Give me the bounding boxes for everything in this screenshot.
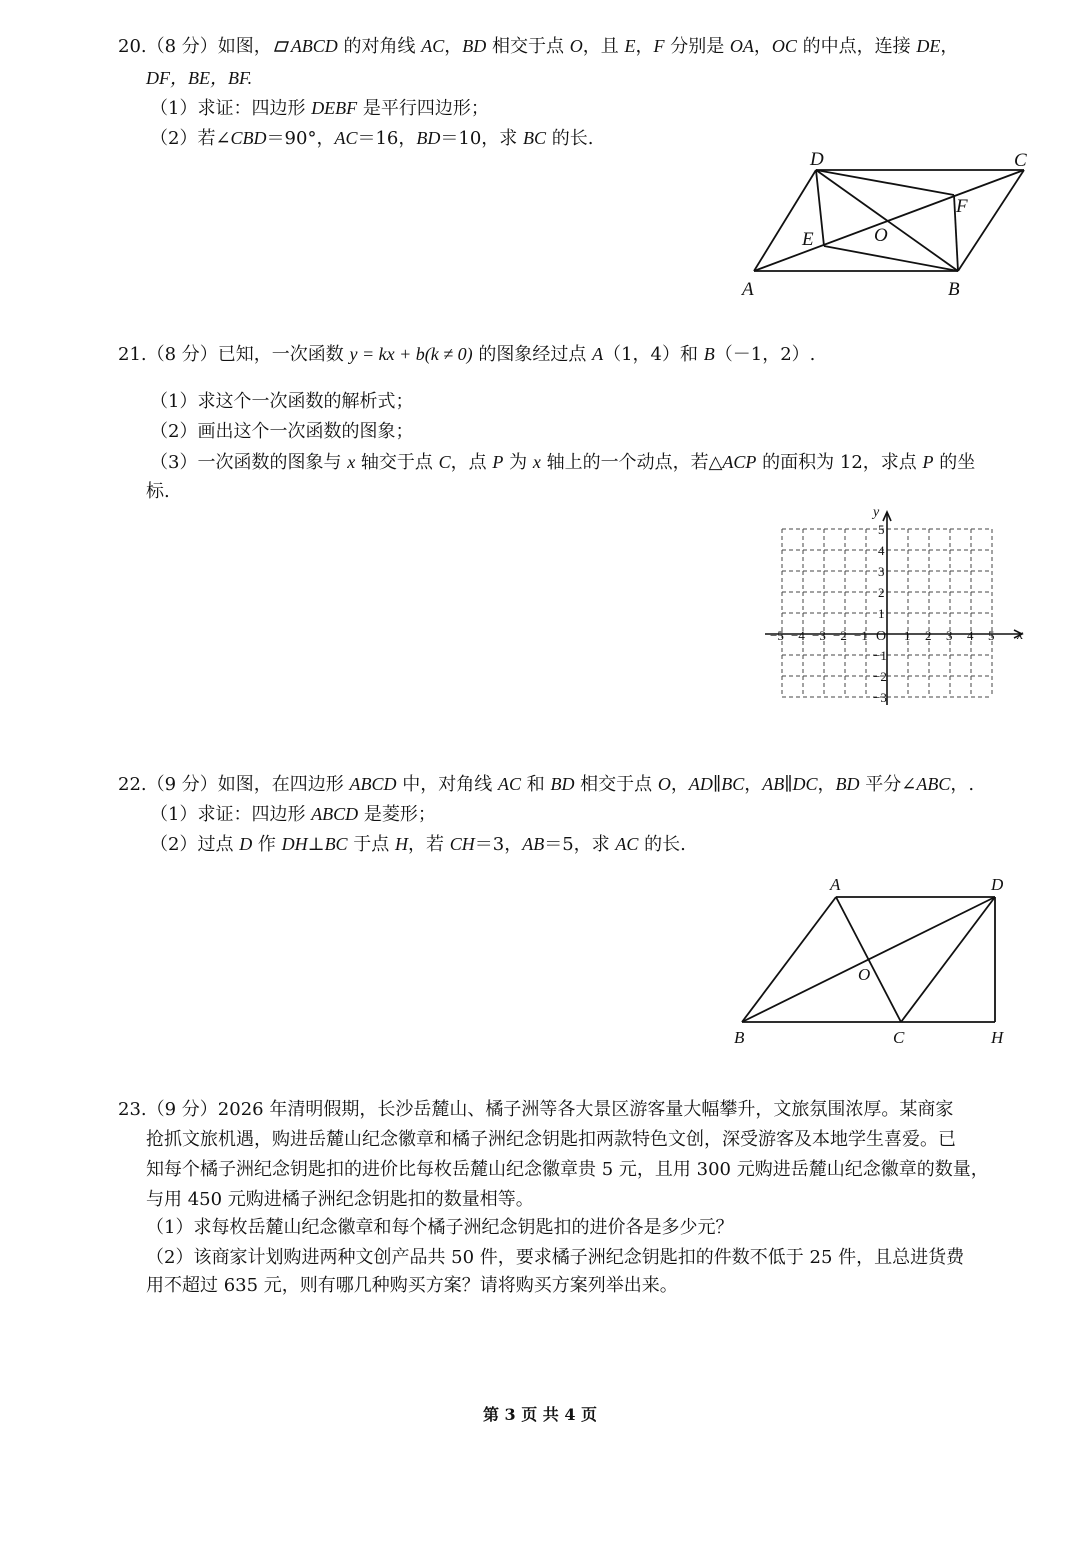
origin-label: O <box>876 629 887 644</box>
side-ab <box>742 897 836 1022</box>
page-footer: 第 3 页 共 4 页 <box>482 1405 598 1424</box>
q23-part2-line1: （2）该商家计划购进两种文创产品共 50 件，要求橘子洲纪念钥匙扣的件数不低于 25 件，且总进货费 <box>146 1247 965 1268</box>
q23-part1: （1）求每枚岳麓山纪念徽章和每个橘子洲纪念钥匙扣的进价各是多少元？ <box>146 1217 734 1238</box>
label-a: A <box>742 279 754 300</box>
label-h: H <box>991 1028 1004 1047</box>
q23-part2-line2: 用不超过 635 元，则有哪几种购买方案？请将购买方案列举出来。 <box>146 1275 678 1296</box>
label-o: O <box>858 965 871 984</box>
x-tick-label: −1 <box>854 628 868 643</box>
x-tick-label: −2 <box>833 628 847 643</box>
label-a: A <box>830 875 841 894</box>
side-bc <box>958 170 1024 271</box>
diagonal-bd <box>816 170 958 271</box>
q21-stem: 21.（8 分）已知，一次函数 y = kx + b(k ≠ 0) 的图象经过点 A（1，4）和 B（－1，2）. <box>118 344 816 365</box>
y-tick-label: −3 <box>873 690 887 705</box>
label-b: B <box>948 279 960 300</box>
y-tick-label: 2 <box>878 585 885 600</box>
label-d: D <box>810 149 824 170</box>
y-tick-label: 5 <box>878 522 885 537</box>
diagonal-bd <box>742 897 995 1022</box>
q20-part1: （1）求证：四边形 DEBF 是平行四边形； <box>150 98 489 119</box>
q21-part3-line2: 标. <box>146 481 170 502</box>
q20-stem-line1: 20.（8 分）如图， ABCD 的对角线 AC，BD 相交于点 O，且 E，F 分别是 OA，OC 的中点，连接 DE， <box>118 36 959 57</box>
q23-line2: 抢抓文旅机遇，购进岳麓山纪念徽章和橘子洲纪念钥匙扣两款特色文创，深受游客及本地学生喜爱。已 <box>146 1129 956 1150</box>
axis-label-x: x <box>1017 628 1024 643</box>
q22-stem: 22.（9 分）如图，在四边形 ABCD 中，对角线 AC 和 BD 相交于点 O，AD∥BC，AB∥DC，BD 平分∠ABC，. <box>118 774 975 795</box>
segment-df <box>816 170 954 195</box>
segment-de <box>816 170 824 246</box>
x-tick-label: −5 <box>770 628 784 643</box>
y-tick-label: −2 <box>873 669 887 684</box>
q23-line4: 与用 450 元购进橘子洲纪念钥匙扣的数量相等。 <box>146 1189 534 1210</box>
y-tick-label: 3 <box>878 564 885 579</box>
x-tick-label: 3 <box>946 628 953 643</box>
q22-part1: （1）求证：四边形 ABCD 是菱形； <box>150 804 436 825</box>
q21-part1: （1）求这个一次函数的解析式； <box>150 391 414 412</box>
y-tick-label: 1 <box>878 606 885 621</box>
q23-line3: 知每个橘子洲纪念钥匙扣的进价比每枚岳麓山纪念徽章贵 5 元，且用 300 元购进岳麓山纪念徽章的数量， <box>146 1159 989 1180</box>
q21-coordinate-grid <box>755 500 1040 715</box>
label-b: B <box>734 1028 745 1047</box>
x-tick-label: 1 <box>904 628 911 643</box>
q23-line1: 23.（9 分）2026 年清明假期，长沙岳麓山、橘子洲等各大景区游客量大幅攀升，文旅氛围浓厚。某商家 <box>118 1099 954 1120</box>
q22-part2: （2）过点 D 作 DH⊥BC 于点 H，若 CH＝3，AB＝5，求 AC 的长. <box>150 834 686 855</box>
axis-label-y: y <box>873 505 880 520</box>
q21-part3-line1: （3）一次函数的图象与 x 轴交于点 C，点 P 为 x 轴上的一个动点，若△ACP 的面积为 12，求点 P 的坐 <box>150 452 976 473</box>
label-o: O <box>874 225 888 246</box>
q21-part2: （2）画出这个一次函数的图象； <box>150 421 414 442</box>
x-tick-label: 5 <box>988 628 995 643</box>
segment-be <box>824 246 958 271</box>
label-c: C <box>1014 150 1027 171</box>
label-e: E <box>802 229 814 250</box>
x-tick-label: 2 <box>925 628 932 643</box>
x-tick-label: 4 <box>967 628 974 643</box>
q22-figure <box>725 872 1025 1052</box>
y-tick-label: 4 <box>878 543 885 558</box>
label-f: F <box>956 196 968 217</box>
side-da <box>754 170 816 271</box>
label-c: C <box>893 1028 905 1047</box>
side-cd <box>901 897 995 1022</box>
x-tick-label: −4 <box>791 628 805 643</box>
diagonal-ac <box>754 170 1024 271</box>
label-d: D <box>991 875 1004 894</box>
q20-stem-line2: DF，BE，BF. <box>146 68 253 88</box>
x-tick-label: −3 <box>812 628 826 643</box>
q20-figure <box>740 145 1040 305</box>
parallelogram-symbol-icon <box>274 35 289 46</box>
q20-part2: （2）若∠CBD＝90°，AC＝16，BD＝10，求 BC 的长. <box>150 128 594 149</box>
y-tick-label: −1 <box>873 648 887 663</box>
